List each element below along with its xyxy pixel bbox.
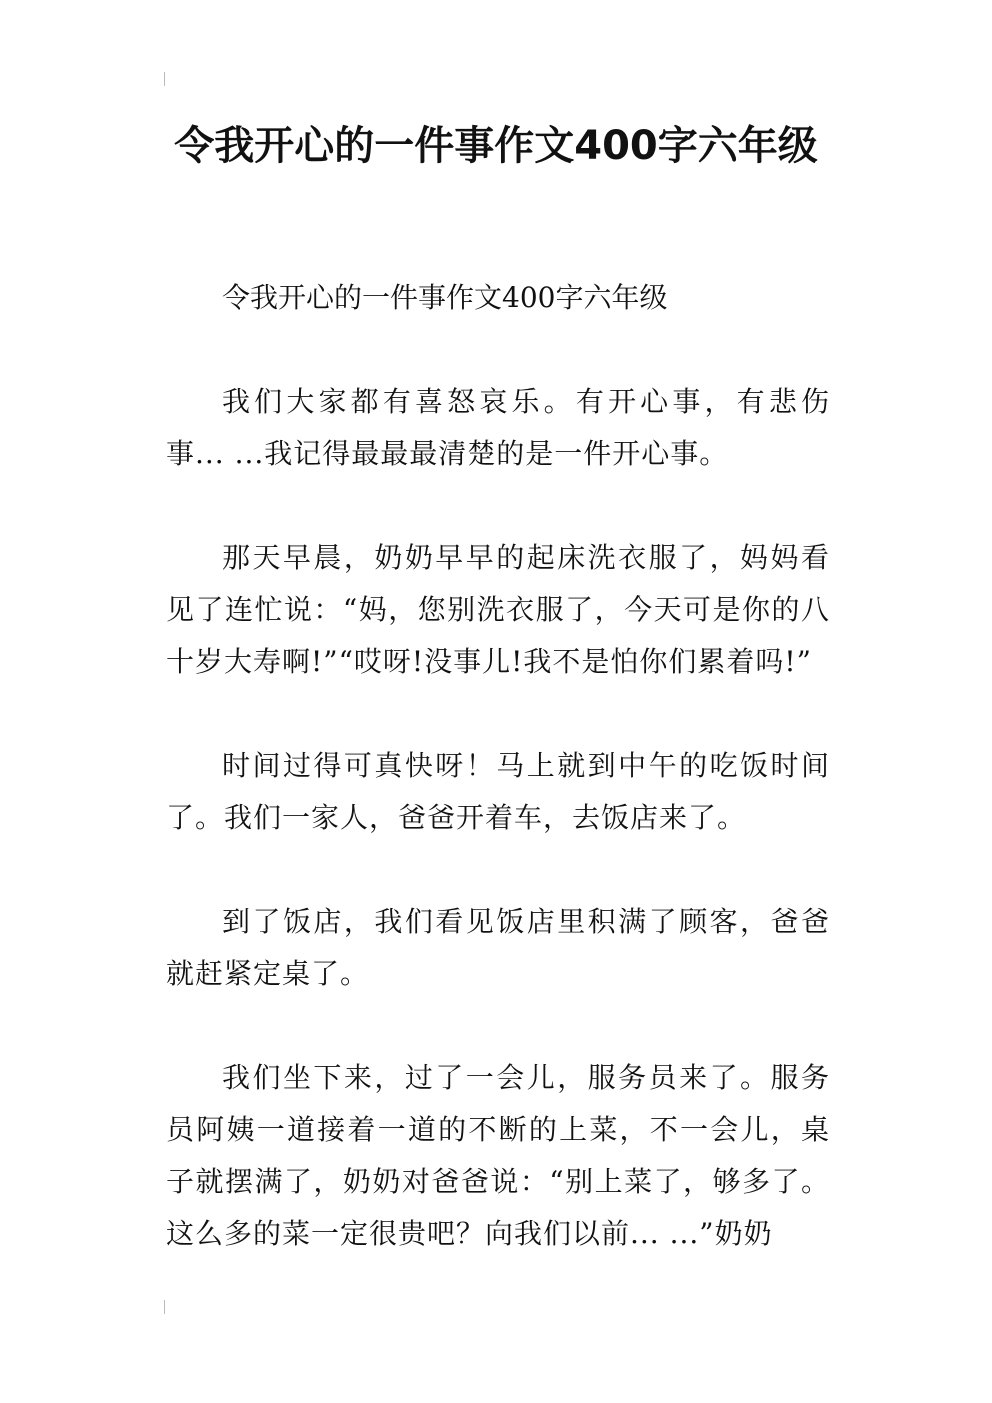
body-heading: 令我开心的一件事作文400字六年级 bbox=[222, 281, 668, 314]
document-body bbox=[166, 272, 830, 1312]
page-corner-mark-top bbox=[164, 72, 165, 86]
document-title: 令我开心的一件事作文400字六年级 bbox=[174, 123, 818, 169]
paragraph: 时间过得可真快呀！马上就到中午的吃饭时间了。我们一家人，爸爸开着车，去饭店来了。 bbox=[166, 749, 830, 834]
paragraph: 我们坐下来，过了一会儿，服务员来了。服务员阿姨一道接着一道的不断的上菜，不一会儿，桌子就摆满了，奶奶对爸爸说：“别上菜了，够多了。这么多的菜一定很贵吧？向我们以前... ...”奶奶 bbox=[166, 1061, 830, 1250]
paragraph: 到了饭店，我们看见饭店里积满了顾客，爸爸就赶紧定桌了。 bbox=[166, 905, 830, 990]
paragraph: 那天早晨，奶奶早早的起床洗衣服了，妈妈看见了连忙说：“妈，您别洗衣服了，今天可是你的八十岁大寿啊!”“哎呀!没事儿!我不是怕你们累着吗!” bbox=[166, 541, 830, 678]
page-corner-mark-bottom bbox=[164, 1300, 165, 1314]
paragraph: 我们大家都有喜怒哀乐。有开心事，有悲伤事... ...我记得最最最清楚的是一件开心事。 bbox=[166, 385, 830, 470]
